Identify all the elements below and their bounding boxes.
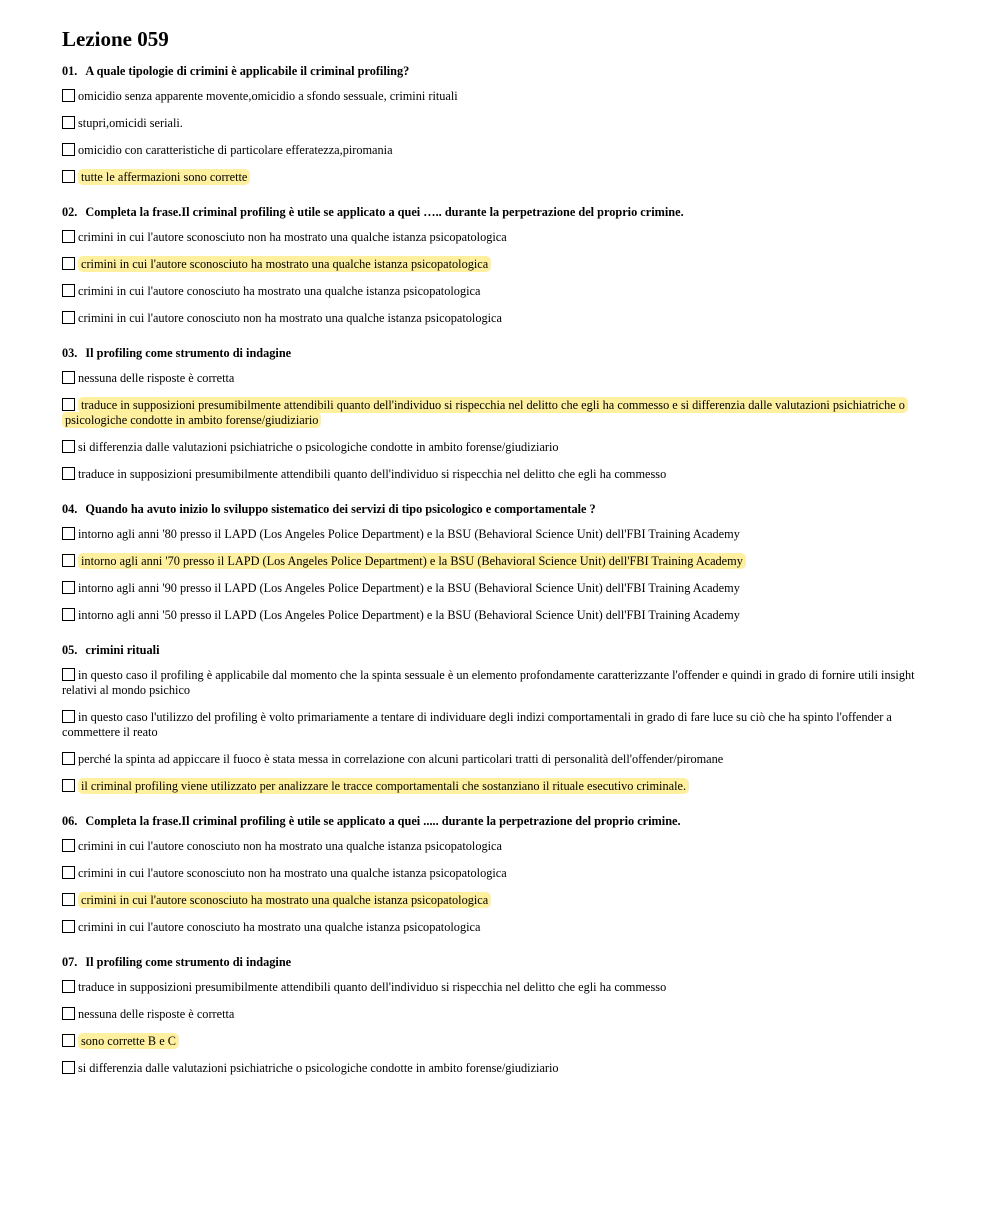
answer-option[interactable] (62, 371, 938, 386)
checkbox[interactable] (62, 554, 75, 567)
answer-text: crimini in cui l'autore sconosciuto non ha mostrato una qualche istanza psicopatologica (78, 866, 507, 880)
question-text: Completa la frase.Il criminal profiling è utile se applicato a quei ..... durante la perpetrazione del proprio crimine. (85, 814, 681, 828)
question-number: 05. (62, 643, 78, 657)
lesson-title: Lezione 059 (62, 27, 169, 51)
checkbox[interactable] (62, 257, 75, 270)
checkbox[interactable] (62, 143, 75, 156)
answer-option[interactable] (62, 467, 938, 482)
question-heading (62, 501, 938, 517)
answer-text: nessuna delle risposte è corretta (78, 1007, 235, 1021)
answer-option[interactable] (62, 527, 938, 542)
answer-text: crimini in cui l'autore conosciuto ha mostrato una qualche istanza psicopatologica (78, 920, 481, 934)
question-heading (62, 954, 938, 970)
checkbox[interactable] (62, 839, 75, 852)
question-text: Completa la frase.Il criminal profiling è utile se applicato a quei ….. durante la perpetrazione del proprio crimine. (85, 205, 684, 219)
answer-text: omicidio senza apparente movente,omicidio a sfondo sessuale, crimini rituali (78, 89, 458, 103)
checkbox[interactable] (62, 371, 75, 384)
answer-option[interactable] (62, 1034, 938, 1049)
question-heading (62, 642, 938, 658)
answer-text: intorno agli anni '50 presso il LAPD (Los Angeles Police Department) e la BSU (Behavioral Science Unit) dell'FBI Training Academy (78, 608, 740, 622)
question-heading (62, 813, 938, 829)
checkbox[interactable] (62, 779, 75, 792)
answer-text: crimini in cui l'autore conosciuto non ha mostrato una qualche istanza psicopatologica (78, 311, 502, 325)
checkbox[interactable] (62, 170, 75, 183)
question-heading (62, 63, 938, 79)
question-block (62, 642, 938, 794)
answer-option[interactable] (62, 752, 938, 767)
question-list (62, 63, 938, 1076)
question-block (62, 954, 938, 1076)
checkbox[interactable] (62, 116, 75, 129)
answer-option[interactable] (62, 581, 938, 596)
checkbox[interactable] (62, 980, 75, 993)
answer-text: perché la spinta ad appiccare il fuoco è stata messa in correlazione con alcuni particolari tratti di personalità dell'offender/piromane (78, 752, 724, 766)
answer-option[interactable] (62, 893, 938, 908)
highlighted-answer-text: sono corrette B e C (78, 1033, 179, 1049)
highlighted-answer-text: tutte le affermazioni sono corrette (78, 169, 250, 185)
checkbox[interactable] (62, 311, 75, 324)
checkbox[interactable] (62, 440, 75, 453)
answer-text: nessuna delle risposte è corretta (78, 371, 235, 385)
answer-text: si differenzia dalle valutazioni psichiatriche o psicologiche condotte in ambito forense/giudiziario (78, 1061, 559, 1075)
answer-option[interactable] (62, 920, 938, 935)
checkbox[interactable] (62, 668, 75, 681)
quiz-page (62, 26, 938, 1095)
question-block (62, 345, 938, 482)
question-text: Quando ha avuto inizio lo sviluppo sistematico dei servizi di tipo psicologico e comportamentale ? (85, 502, 596, 516)
answer-option[interactable] (62, 710, 938, 740)
checkbox[interactable] (62, 527, 75, 540)
checkbox[interactable] (62, 1061, 75, 1074)
question-number: 06. (62, 814, 78, 828)
highlighted-answer-text: il criminal profiling viene utilizzato per analizzare le tracce comportamentali che sostanziano il rituale esecutivo criminale. (78, 778, 689, 794)
checkbox[interactable] (62, 581, 75, 594)
question-text: crimini rituali (85, 643, 160, 657)
checkbox[interactable] (62, 752, 75, 765)
answer-text: traduce in supposizioni presumibilmente attendibili quanto dell'individuo si rispecchia nel delitto che egli ha commesso (78, 467, 667, 481)
answer-text: in questo caso l'utilizzo del profiling è volto primariamente a tentare di individuare degli indizi comportamentali in grado di fare luce su ciò che ha spinto l'offender a commettere il reato (62, 710, 892, 739)
answer-option[interactable] (62, 839, 938, 854)
answer-option[interactable] (62, 257, 938, 272)
answer-option[interactable] (62, 143, 938, 158)
checkbox[interactable] (62, 920, 75, 933)
answer-option[interactable] (62, 230, 938, 245)
question-text: Il profiling come strumento di indagine (85, 346, 292, 360)
question-block (62, 204, 938, 326)
answer-option[interactable] (62, 980, 938, 995)
answer-text: omicidio con caratteristiche di particolare efferatezza,piromania (78, 143, 393, 157)
answer-option[interactable] (62, 311, 938, 326)
answer-option[interactable] (62, 608, 938, 623)
answer-text: crimini in cui l'autore sconosciuto non ha mostrato una qualche istanza psicopatologica (78, 230, 507, 244)
answer-option[interactable] (62, 89, 938, 104)
answer-text: traduce in supposizioni presumibilmente attendibili quanto dell'individuo si rispecchia nel delitto che egli ha commesso (78, 980, 667, 994)
highlighted-answer-text: crimini in cui l'autore sconosciuto ha mostrato una qualche istanza psicopatologica (78, 892, 491, 908)
highlighted-answer-text: intorno agli anni '70 presso il LAPD (Los Angeles Police Department) e la BSU (Behavioral Science Unit) dell'FBI Training Academy (78, 553, 746, 569)
answer-option[interactable] (62, 668, 938, 698)
question-number: 02. (62, 205, 78, 219)
question-block (62, 501, 938, 623)
checkbox[interactable] (62, 893, 75, 906)
answer-text: crimini in cui l'autore conosciuto non ha mostrato una qualche istanza psicopatologica (78, 839, 502, 853)
highlighted-answer-text: crimini in cui l'autore sconosciuto ha mostrato una qualche istanza psicopatologica (78, 256, 491, 272)
question-number: 04. (62, 502, 78, 516)
answer-option[interactable] (62, 116, 938, 131)
answer-option[interactable] (62, 284, 938, 299)
checkbox[interactable] (62, 467, 75, 480)
question-number: 01. (62, 64, 78, 78)
answer-text: in questo caso il profiling è applicabile dal momento che la spinta sessuale è un elemento profondamente caratterizzante l'offender e quindi in grado di fornire utili insight relativi al mondo psichico (62, 668, 915, 697)
answer-option[interactable] (62, 554, 938, 569)
checkbox[interactable] (62, 608, 75, 621)
answer-option[interactable] (62, 1007, 938, 1022)
checkbox[interactable] (62, 1034, 75, 1047)
answer-text: crimini in cui l'autore conosciuto ha mostrato una qualche istanza psicopatologica (78, 284, 481, 298)
highlighted-answer-text: traduce in supposizioni presumibilmente attendibili quanto dell'individuo si rispecchia nel delitto che egli ha commesso e si differenzia dalle valutazioni psichiatriche o psicologiche condotte in ambito forense/giudiziario (62, 397, 908, 428)
question-block (62, 63, 938, 185)
answer-option[interactable] (62, 779, 938, 794)
answer-text: si differenzia dalle valutazioni psichiatriche o psicologiche condotte in ambito forense/giudiziario (78, 440, 559, 454)
checkbox[interactable] (62, 398, 75, 411)
answer-option[interactable] (62, 398, 938, 428)
question-number: 03. (62, 346, 78, 360)
question-heading (62, 345, 938, 361)
answer-text: intorno agli anni '80 presso il LAPD (Los Angeles Police Department) e la BSU (Behavioral Science Unit) dell'FBI Training Academy (78, 527, 740, 541)
answer-option[interactable] (62, 170, 938, 185)
answer-text: stupri,omicidi seriali. (78, 116, 183, 130)
checkbox[interactable] (62, 89, 75, 102)
answer-option[interactable] (62, 440, 938, 455)
question-text: A quale tipologie di crimini è applicabile il criminal profiling? (85, 64, 410, 78)
question-heading (62, 204, 938, 220)
checkbox[interactable] (62, 1007, 75, 1020)
question-number: 07. (62, 955, 78, 969)
answer-text: intorno agli anni '90 presso il LAPD (Los Angeles Police Department) e la BSU (Behavioral Science Unit) dell'FBI Training Academy (78, 581, 740, 595)
checkbox[interactable] (62, 284, 75, 297)
answer-option[interactable] (62, 866, 938, 881)
question-block (62, 813, 938, 935)
checkbox[interactable] (62, 710, 75, 723)
answer-option[interactable] (62, 1061, 938, 1076)
checkbox[interactable] (62, 230, 75, 243)
question-text: Il profiling come strumento di indagine (85, 955, 292, 969)
checkbox[interactable] (62, 866, 75, 879)
